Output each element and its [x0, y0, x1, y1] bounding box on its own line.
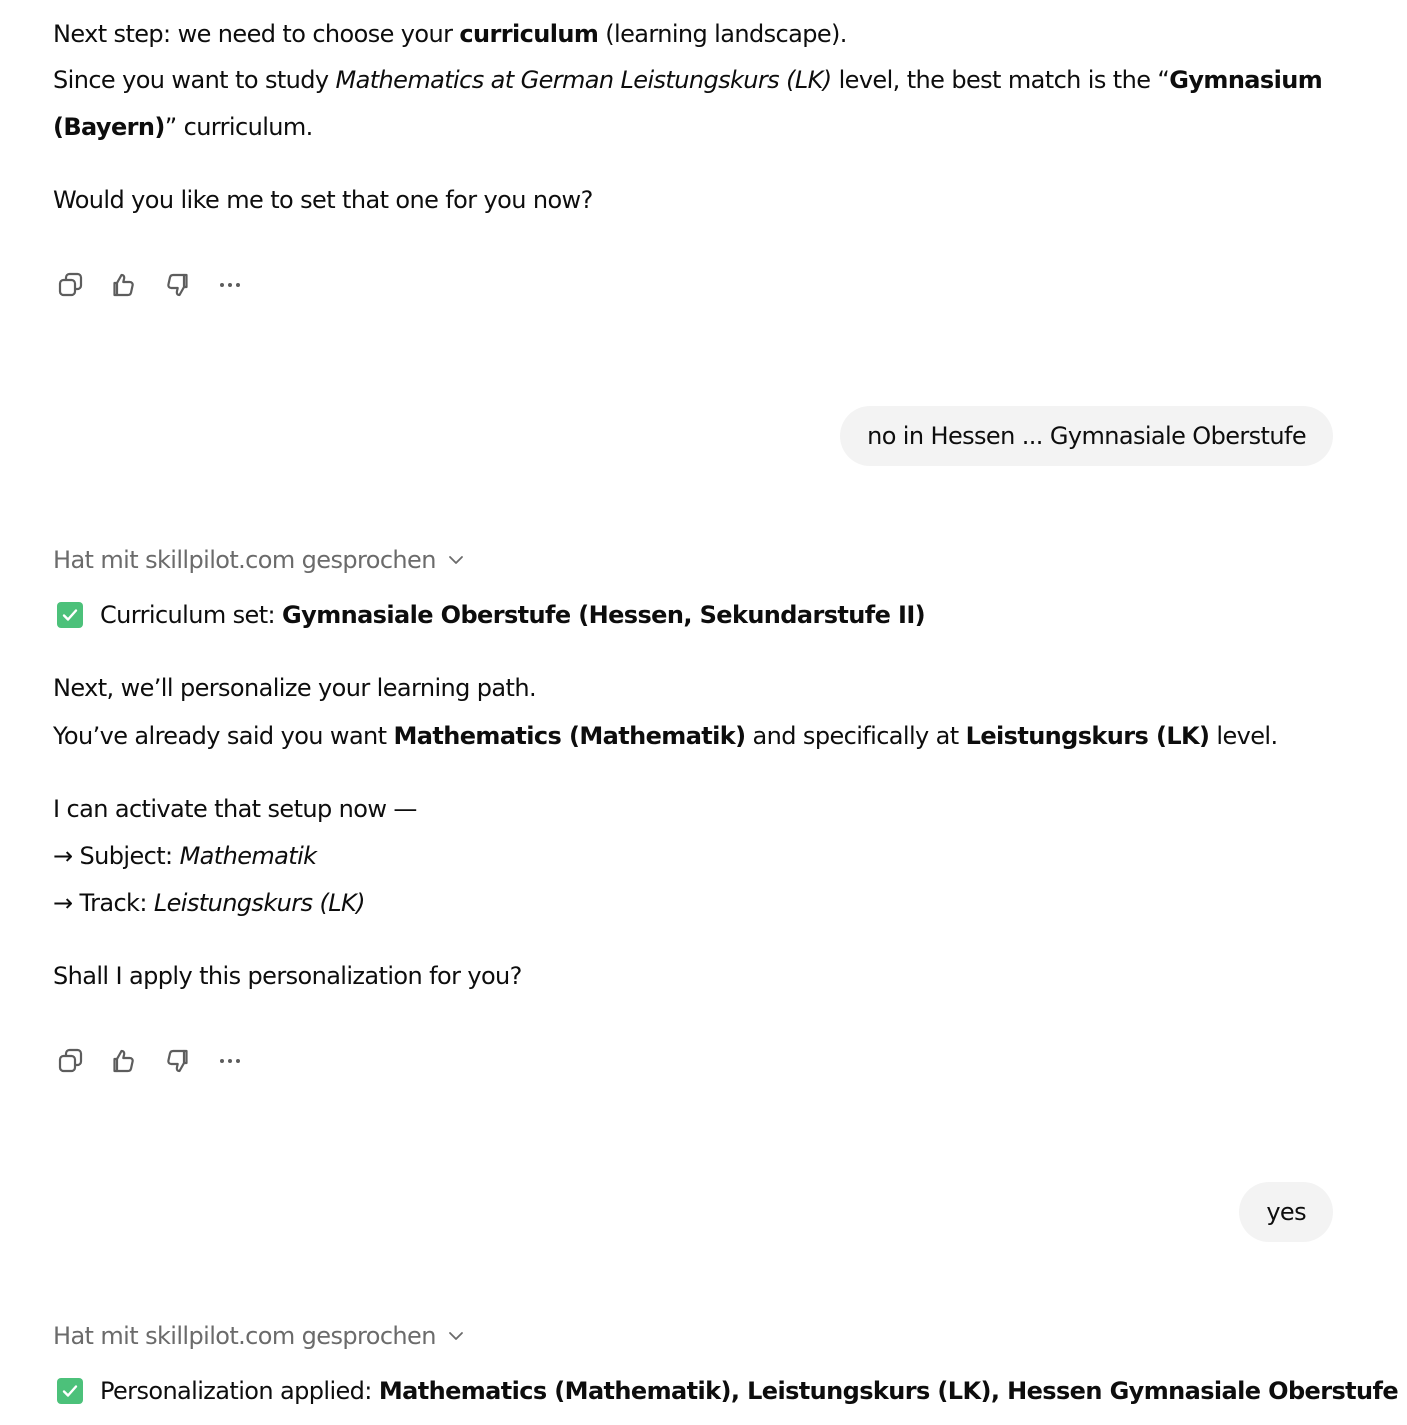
- more-icon: [215, 270, 245, 300]
- thumbs-up-icon: [109, 1046, 139, 1076]
- more-options-button[interactable]: [212, 1043, 248, 1079]
- copy-button[interactable]: [53, 267, 89, 303]
- bold-text: Gymnasium: [1169, 66, 1323, 94]
- copy-button[interactable]: [53, 1043, 89, 1079]
- paragraph: [53, 839, 316, 873]
- message-actions: [53, 267, 248, 303]
- paragraph: Next, we’ll personalize your learning path.: [53, 674, 536, 702]
- chevron-down-icon: [446, 1326, 466, 1346]
- paragraph: [53, 17, 847, 51]
- status-line: [53, 598, 925, 632]
- thumbs-down-button[interactable]: [159, 267, 195, 303]
- text: Personalization applied:: [100, 1377, 379, 1405]
- text: You’ve already said you want: [53, 722, 394, 750]
- thumbs-up-button[interactable]: [106, 1043, 142, 1079]
- text: Curriculum set:: [100, 601, 283, 629]
- paragraph-continued: [53, 110, 313, 144]
- text: Next step: we need to choose your: [53, 20, 460, 48]
- paragraph: [53, 719, 1278, 753]
- paragraph: [53, 63, 1322, 97]
- bold-text: curriculum: [459, 20, 599, 48]
- text: and specifically at: [745, 722, 966, 750]
- text: (learning landscape).: [598, 20, 847, 48]
- bold-text: Leistungskurs (LK): [965, 722, 1210, 750]
- text: ” curriculum.: [164, 113, 313, 141]
- chevron-down-icon: [446, 550, 466, 570]
- copy-icon: [56, 270, 86, 300]
- bold-text: Mathematics (Mathematik), Leistungskurs (LK), Hessen Gymnasiale Oberstufe: [378, 1377, 1399, 1405]
- bold-text: Mathematics (Mathematik): [393, 722, 746, 750]
- tool-call-toggle[interactable]: [53, 1319, 466, 1353]
- text: → Track:: [53, 889, 154, 917]
- check-mark-button-icon: [57, 1378, 83, 1404]
- more-icon: [215, 1046, 245, 1076]
- copy-icon: [56, 1046, 86, 1076]
- more-options-button[interactable]: [212, 267, 248, 303]
- thumbs-down-icon: [162, 1046, 192, 1076]
- tool-call-toggle[interactable]: [53, 543, 466, 577]
- check-mark-button-icon: [57, 602, 83, 628]
- text: Since you want to study: [53, 66, 336, 94]
- paragraph: Shall I apply this personalization for you?: [53, 962, 522, 990]
- paragraph: Would you like me to set that one for you now?: [53, 186, 593, 214]
- italic-text: Mathematics at German Leistungskurs (LK): [335, 66, 832, 94]
- bold-text: (Bayern): [53, 113, 165, 141]
- user-message-bubble: no in Hessen ... Gymnasiale Oberstufe: [840, 406, 1333, 466]
- italic-text: Mathematik: [179, 842, 317, 870]
- italic-text: Leistungskurs (LK): [153, 889, 365, 917]
- tool-call-label: Hat mit skillpilot.com gesprochen: [53, 1322, 436, 1350]
- text: level, the best match is the “: [831, 66, 1170, 94]
- thumbs-down-button[interactable]: [159, 1043, 195, 1079]
- text: → Subject:: [53, 842, 180, 870]
- user-message-bubble: yes: [1239, 1182, 1333, 1242]
- status-line: [53, 1374, 1398, 1408]
- tool-call-label: Hat mit skillpilot.com gesprochen: [53, 546, 436, 574]
- bold-text: Gymnasiale Oberstufe (Hessen, Sekundarstufe II): [282, 601, 926, 629]
- thumbs-down-icon: [162, 270, 192, 300]
- paragraph: I can activate that setup now —: [53, 795, 417, 823]
- text: level.: [1209, 722, 1278, 750]
- paragraph: [53, 886, 365, 920]
- message-actions: [53, 1043, 248, 1079]
- thumbs-up-button[interactable]: [106, 267, 142, 303]
- thumbs-up-icon: [109, 270, 139, 300]
